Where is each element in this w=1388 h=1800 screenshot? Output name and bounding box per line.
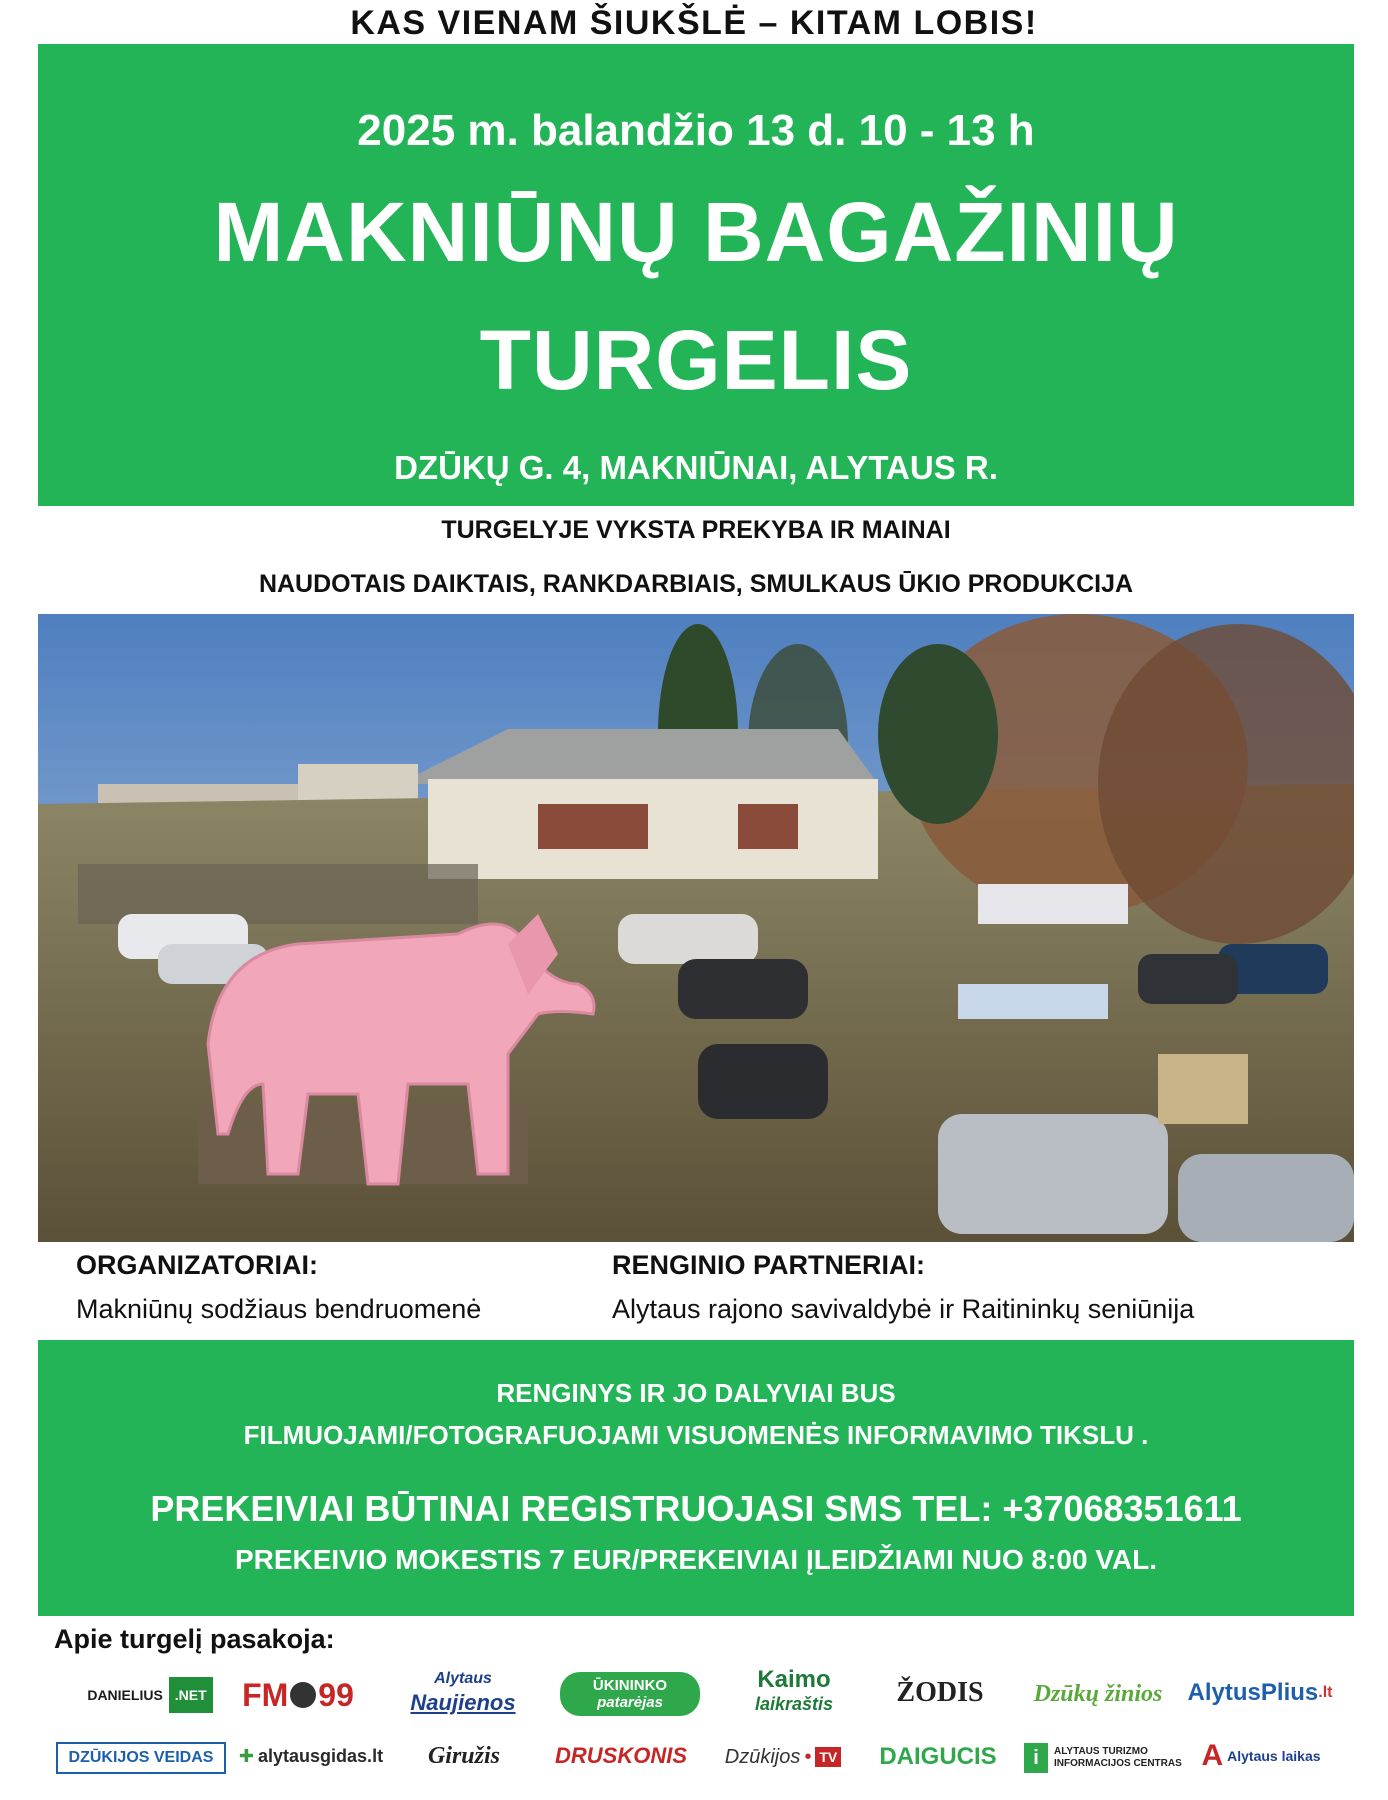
logo-druskonis: DRUSKONIS: [554, 1743, 687, 1768]
trade-info-line-2: NAUDOTAIS DAIKTAIS, RANKDARBIAIS, SMULKAUS ŪKIO PRODUKCIJA: [258, 570, 1134, 598]
tagline: KAS VIENAM ŠIUKŠLĖ – KITAM LOBIS!: [350, 4, 1038, 42]
logo-danielius: DANIELIUS .NET: [80, 1672, 220, 1718]
logo-kaimo-laikrastis: Kaimo laikraštis: [754, 1666, 834, 1714]
event-title-line-1: MAKNIŪNŲ BAGAŽINIŲ: [213, 185, 1179, 279]
organizers-text: Makniūnų sodžiaus bendruomenė: [76, 1294, 482, 1324]
fee-line: PREKEIVIO MOKESTIS 7 EUR/PREKEIVIAI ĮLEIDŽIAMI NUO 8:00 VAL.: [234, 1544, 1158, 1575]
logo-fm99: FM 99: [242, 1676, 354, 1713]
logo-daigucis: DAIGUCIS: [879, 1743, 997, 1770]
trade-info-line-1: TURGELYJE VYKSTA PREKYBA IR MAINAI: [441, 516, 951, 544]
registration-line: PREKEIVIAI BŪTINAI REGISTRUOJASI SMS TEL: +37068351611: [150, 1488, 1242, 1529]
event-title-line-2: TURGELIS: [479, 313, 913, 407]
logo-alytaus-naujienos: Alytaus Naujienos: [410, 1670, 516, 1715]
logo-ukininko-patarejas: ŪKININKO patarėjas: [560, 1672, 700, 1716]
market-photo-illustration: [38, 614, 1354, 1242]
notice-line-2: FILMUOJAMI/FOTOGRAFUOJAMI VISUOMENĖS INFORMAVIMO TIKSLU .: [243, 1420, 1149, 1450]
event-header-panel: [38, 44, 1354, 506]
event-date-time: 2025 m. balandžio 13 d. 10 - 13 h: [357, 106, 1035, 155]
market-aerial-photo: [38, 614, 1354, 1242]
logo-alytaus-turizmo: i ALYTAUS TURIZMO INFORMACIJOS CENTRAS: [1018, 1738, 1190, 1778]
organizers-heading: ORGANIZATORIAI:: [76, 1250, 318, 1280]
logo-alytaus-laikas: A Alytaus laikas: [1201, 1739, 1321, 1772]
partners-heading: RENGINIO PARTNERIAI:: [612, 1250, 926, 1280]
notice-line-1: RENGINYS IR JO DALYVIAI BUS: [496, 1378, 896, 1408]
credits-section: [38, 1250, 1354, 1340]
notice-panel: [38, 1340, 1354, 1616]
event-address: DZŪKŲ G. 4, MAKNIŪNAI, ALYTAUS R.: [394, 449, 998, 486]
logo-giruzis: Giružis: [427, 1742, 501, 1769]
logo-dzukijos-veidas: DZŪKIJOS VEIDAS: [56, 1742, 226, 1774]
logo-alytausgidas: ✚ alytausgidas.lt: [238, 1745, 384, 1766]
logo-dainavos-zodis: ŽODIS: [896, 1677, 984, 1708]
trade-info-strip: [38, 506, 1354, 614]
logo-alytusplius: AlytusPlius .lt: [1187, 1679, 1333, 1706]
logo-dzukijos-tv: Dzūkijos • TV: [708, 1740, 858, 1774]
logo-dzuku-zinios: Dzūkų žinios: [1033, 1680, 1163, 1707]
media-heading: Apie turgelį pasakoja:: [54, 1624, 335, 1654]
partners-text: Alytaus rajono savivaldybė ir Raitininkų seniūnija: [612, 1294, 1195, 1324]
